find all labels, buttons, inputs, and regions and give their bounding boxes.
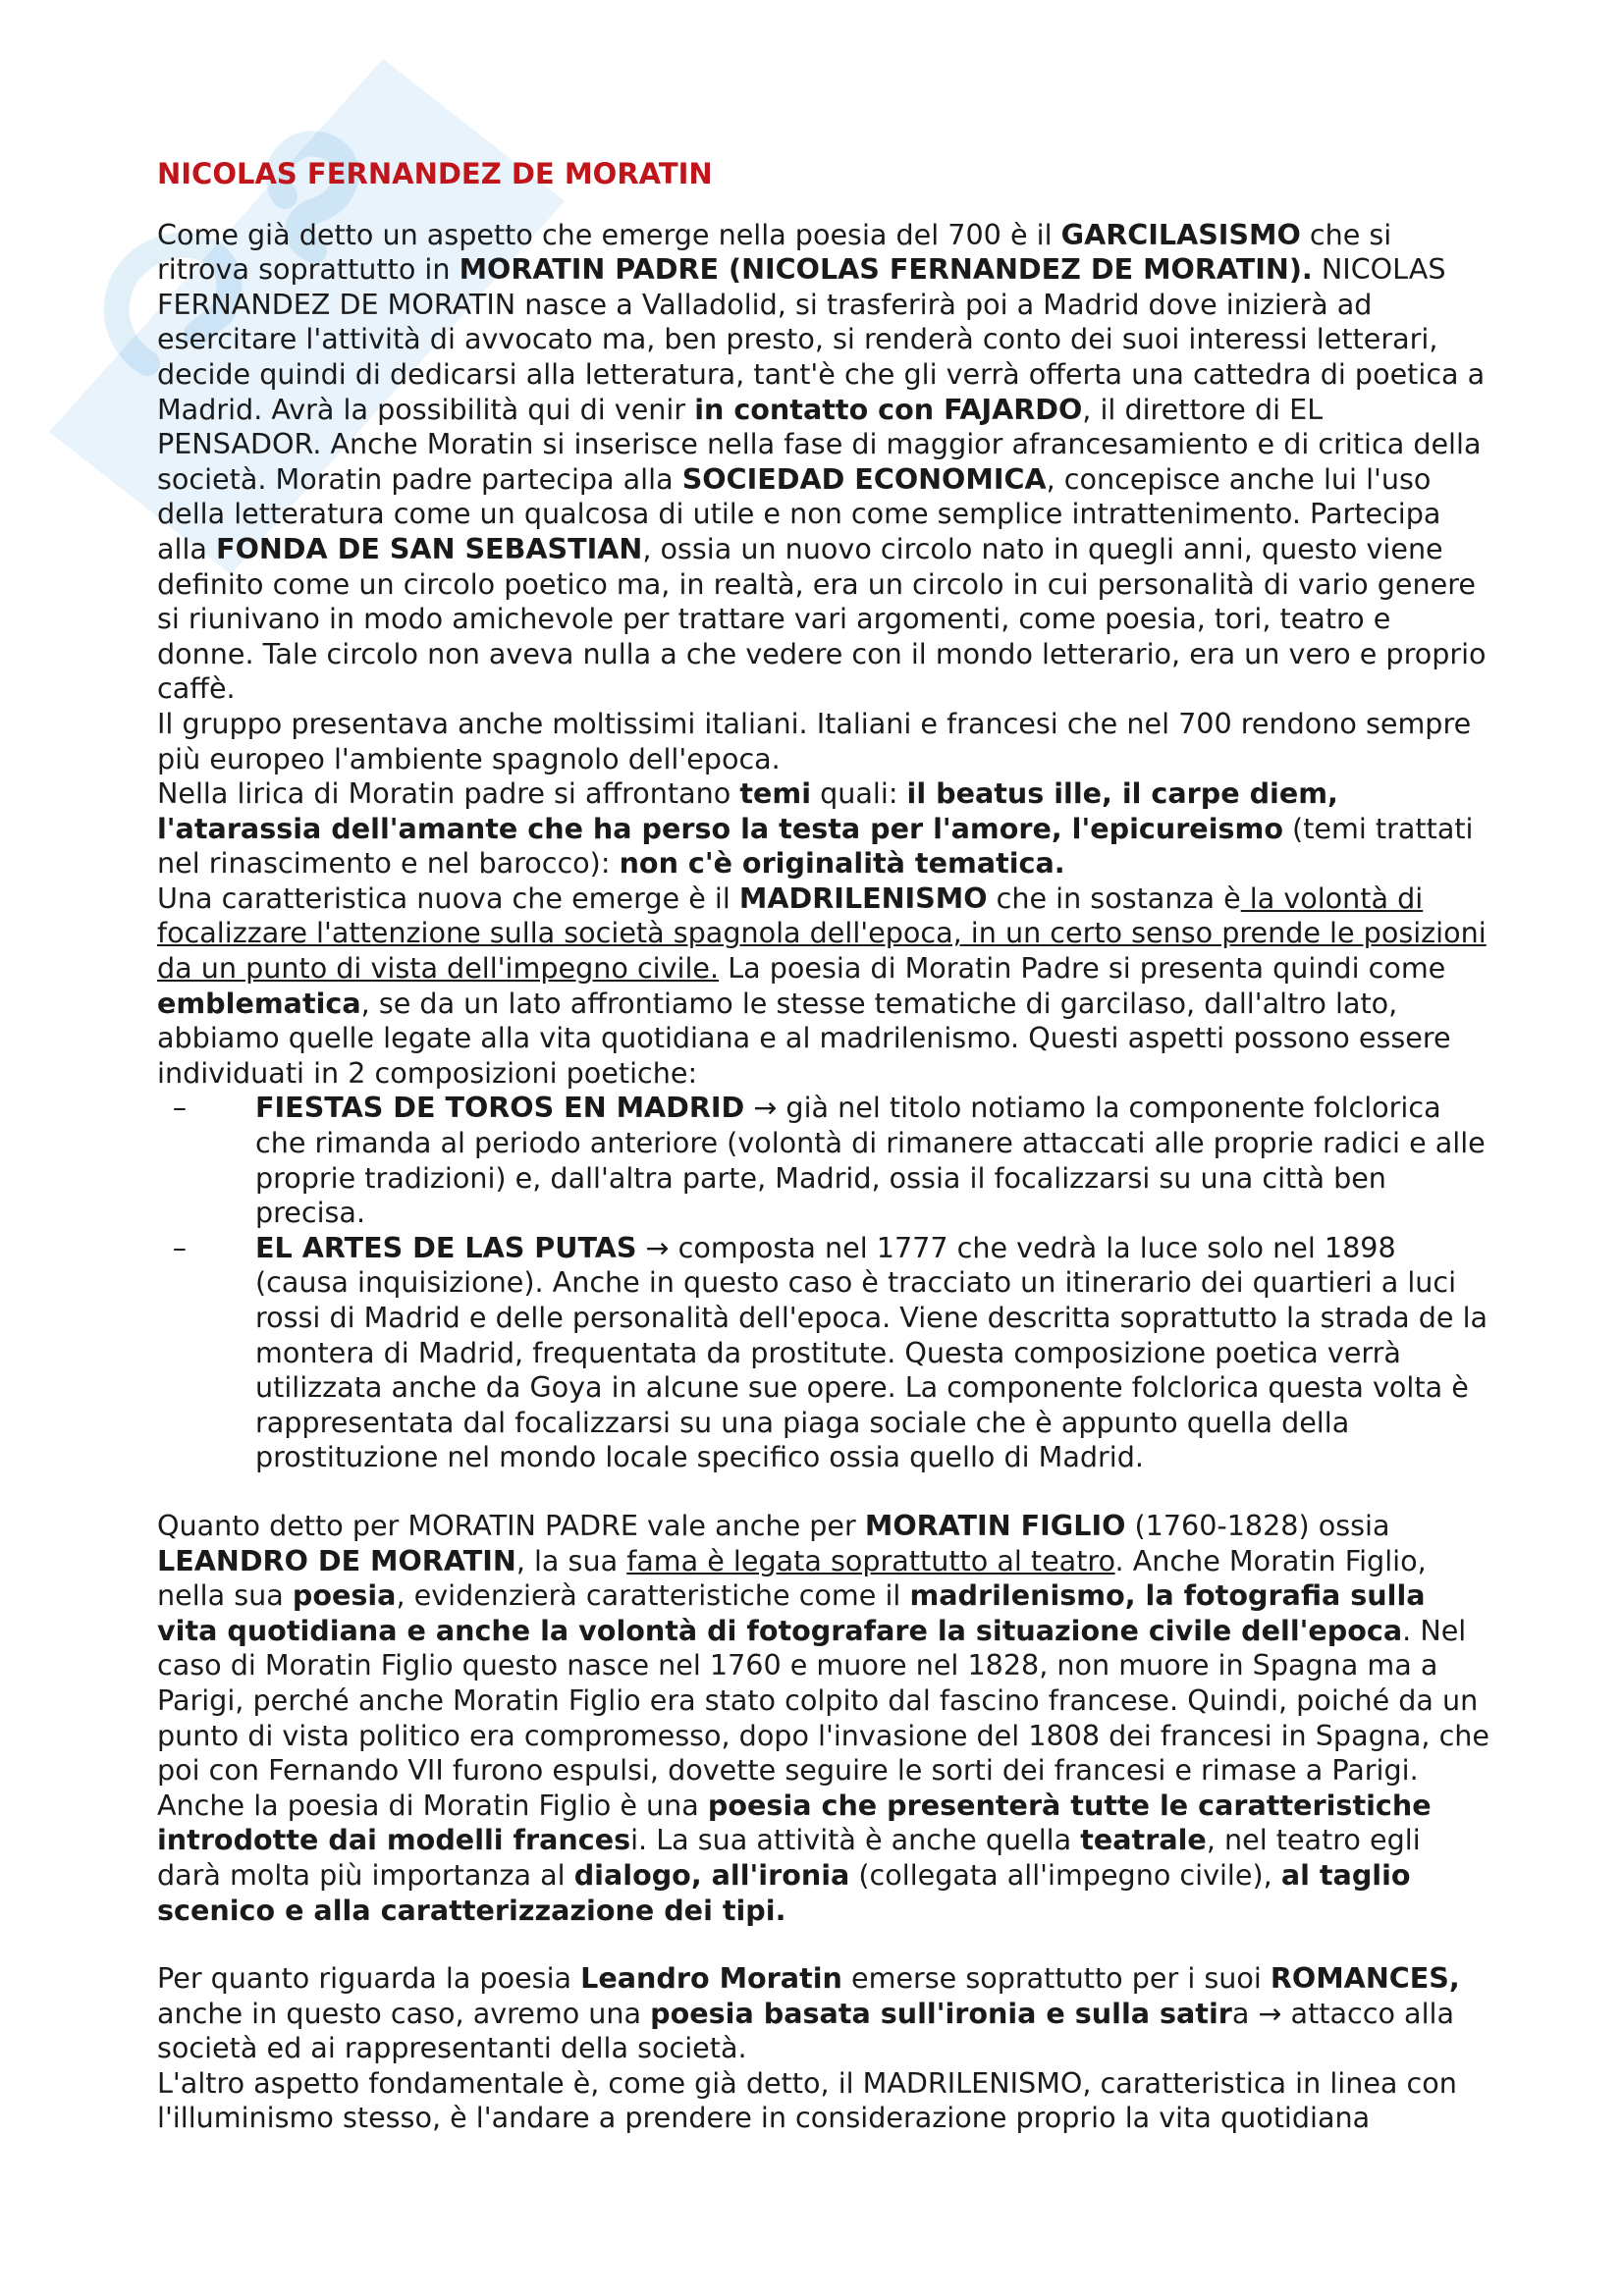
paragraph-madrilenismo-figlio: L'altro aspetto fondamentale è, come già detto, il MADRILENISMO, caratteristica in linea con l'illuminismo stesso, è l'andare a prendere in considerazione proprio la vita quotidiana	[157, 2065, 1457, 2135]
document-page	[157, 147, 1492, 2136]
paragraph-lirica: Nella lirica di Moratin padre si affrontano temi quali: il beatus ille, il carpe diem, l'atarassia dell'amante che ha perso la testa per l'amore, l'epicureismo (temi trattati nel rinascimento e nel barocco): non c'è originalità tematica.	[157, 776, 1474, 881]
list-item: – FIESTAS DE TOROS EN MADRID → già nel titolo notiamo la componente folclorica che rimanda al periodo anteriore (volontà di rimanere attaccati alle proprie radici e alle proprie tradizioni) e, dall'altra parte, Madrid, ossia il focalizzarsi su una città ben precisa.	[255, 1091, 1492, 1230]
paragraph-romances: Per quanto riguarda la poesia Leandro Moratin emerse soprattutto per i suoi ROMANCES, anche in questo caso, avremo una poesia basata sull'ironia e sulla satira → attacco alla società ed ai rappresentanti della società.	[157, 1961, 1460, 2065]
paragraph-gruppo: Il gruppo presentava anche moltissimi italiani. Italiani e francesi che nel 700 rendono sempre più europeo l'ambiente spagnolo dell'epoca.	[157, 706, 1472, 775]
paragraph-moratin-padre: Come già detto un aspetto che emerge nella poesia del 700 è il GARCILASISMO che si ritrova soprattutto in MORATIN PADRE (NICOLAS FERNANDEZ DE MORATIN). NICOLAS FERNANDEZ DE MORATIN nasce a Valladolid, si trasferirà poi a Madrid dove inizierà ad esercitare l'attività di avvocato ma, ben presto, si renderà conto dei suoi interessi letterari, decide quindi di dedicarsi alla letteratura, tant'è che gli verrà offerta una cattedra di poetica a Madrid. Avrà la possibilità qui di venir in contatto con FAJARDO, il direttore di EL PENSADOR. Anche Moratin si inserisce nella fase di maggior afrancesamiento e di critica della società. Moratin padre partecipa alla SOCIEDAD ECONOMICA, concepisce anche lui l'uso della letteratura come un qualcosa di utile e non come semplice intrattenimento. Partecipa alla FONDA DE SAN SEBASTIAN, ossia un nuovo circolo nato in quegli anni, questo viene definito come un circolo poetico ma, in realtà, era un circolo in cui personalità di vario genere si riunivano in modo amichevole per trattare vari argomenti, come poesia, tori, teatro e donne. Tale circolo non aveva nulla a che vedere con il mondo letterario, era un vero e proprio caffè.	[157, 217, 1487, 706]
list-item: – EL ARTES DE LAS PUTAS → composta nel 1777 che vedrà la luce solo nel 1898 (causa inquisizione). Anche in questo caso è tracciato un itinerario dei quartieri a luci rossi di Madrid e delle personalità dell'epoca. Viene descritta soprattutto la strada de la montera di Madrid, frequentata da prostitute. Questa composizione poetica verrà utilizzata anche da Goya in alcune sue opere. La componente folclorica questa volta è rappresentata dal focalizzarsi su una piaga sociale che è appunto quella della prostituzione nel mondo locale specifico ossia quello di Madrid.	[255, 1231, 1492, 1475]
paragraph-moratin-figlio: Quanto detto per MORATIN PADRE vale anche per MORATIN FIGLIO (1760-1828) ossia LEANDRO DE MORATIN, la sua fama è legata soprattutto al teatro. Anche Moratin Figlio, nella sua poesia, evidenzierà caratteristiche come il madrilenismo, la fotografia sulla vita quotidiana e anche la volontà di fotografare la situazione civile dell'epoca. Nel caso di Moratin Figlio questo nasce nel 1760 e muore nel 1828, non muore in Spagna ma a Parigi, perché anche Moratin Figlio era stato colpito dal fascino francese. Quindi, poiché da un punto di vista politico era compromesso, dopo l'invasione del 1808 dei francesi in Spagna, che poi con Fernando VII furono espulsi, dovette seguire le sorti dei francesi e rimase a Parigi. Anche la poesia di Moratin Figlio è una poesia che presenterà tutte le caratteristiche introdotte dai modelli francesi. La sua attività è anche quella teatrale, nel teatro egli darà molta più importanza al dialogo, all'ironia (collegata all'impegno civile), al taglio scenico e alla caratterizzazione dei tipi.	[157, 1508, 1490, 1927]
paragraph-madrilenismo: Una caratteristica nuova che emerge è il MADRILENISMO che in sostanza è la volontà di focalizzare l'attenzione sulla società spagnola dell'epoca, in un certo senso prende le posizioni da un punto di vista dell'impegno civile. La poesia di Moratin Padre si presenta quindi come emblematica, se da un lato affrontiamo le stesse tematiche di garcilaso, dall'altro lato, abbiamo quelle legate alla vita quotidiana e al madrilenismo. Questi aspetti possono essere individuati in 2 composizioni poetiche:	[157, 881, 1487, 1090]
compositions-list	[157, 1091, 1492, 1475]
document-title: NICOLAS FERNANDEZ DE MORATIN	[157, 157, 713, 190]
